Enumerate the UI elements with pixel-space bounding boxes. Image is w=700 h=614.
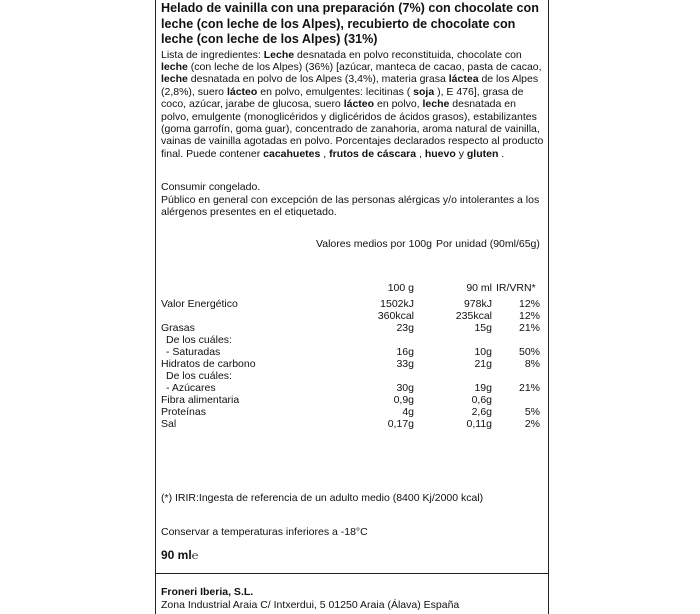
nutrition-header-per100: Valores medios por 100g xyxy=(316,238,432,250)
storage-temp: Conservar a temperaturas inferiores a -18°C xyxy=(161,526,368,538)
net-quantity-value: 90 ml xyxy=(161,548,192,562)
col-header-ir: IR/VRN* xyxy=(496,282,536,294)
nutrient-value-100g: 4g xyxy=(402,406,414,418)
allergen-text: soja xyxy=(413,85,435,98)
nutrient-value-ir: 21% xyxy=(518,382,540,394)
nutrient-label: De los cuáles: xyxy=(166,334,232,346)
nutrient-value-unit: 15g xyxy=(474,322,492,334)
ingredient-text: desnatada en polvo reconstituida, chocolate con xyxy=(294,48,522,61)
nutrient-value-100g: 33g xyxy=(396,358,414,370)
allergen-text: Leche xyxy=(263,48,295,61)
nutrient-label: - Azúcares xyxy=(166,382,216,394)
storage-frozen: Consumir congelado. xyxy=(161,181,261,193)
ingredients-list xyxy=(161,49,544,161)
ingredient-text: en polvo, emulgentes: lecitinas ( xyxy=(257,85,414,98)
net-quantity xyxy=(161,548,198,562)
nutrient-value-100g: 0,9g xyxy=(393,394,414,406)
ingredient-text: de los Alpes (2,8%), suero xyxy=(161,73,539,98)
allergen-text: lácteo xyxy=(226,85,258,98)
nutrient-value-unit: 10g xyxy=(474,346,492,358)
nutrient-value-unit: 0,6g xyxy=(471,394,492,406)
nutrient-label: Grasas xyxy=(161,322,195,334)
ingredient-text: ), E 476], grasa de coco, azúcar, jarabe de glucosa, suero xyxy=(161,85,524,111)
ingredient-text: . xyxy=(498,147,505,160)
public-note: Público en general con excepción de las personas alérgicas y/o intolerantes a los alérgenos presentes en el etiquetado. xyxy=(161,194,540,219)
nutrition-header-unit: Por unidad (90ml/65g) xyxy=(436,238,540,250)
allergen-text: lácteo xyxy=(343,98,375,111)
nutrient-label: Proteínas xyxy=(161,406,206,418)
nutrient-value-unit: 21g xyxy=(474,358,492,370)
estimated-sign-icon: ℮ xyxy=(191,550,199,562)
nutrient-value-ir: 5% xyxy=(524,406,540,418)
nutrient-label: Valor Energético xyxy=(161,298,238,310)
nutrient-value-ir: 50% xyxy=(518,346,540,358)
allergen-text: huevo xyxy=(424,147,456,160)
nutrient-value-ir: 12% xyxy=(518,310,540,322)
ingredient-text: , xyxy=(320,147,330,160)
nutrient-value-unit: 978kJ xyxy=(463,298,492,310)
company-address: Zona Industrial Araia C/ Intxerdui, 5 01250 Araia (Álava) España xyxy=(161,599,460,611)
nutrient-value-unit: 19g xyxy=(474,382,492,394)
allergen-text: leche xyxy=(161,73,188,86)
ingredient-text: desnatada en polvo, emulgente (monoglicéridos y diglicéridos de ácidos grasos), estabilizantes (goma garrofín, goma guar), concentrado de zanahoria, aroma natural de vainilla, vainas de vainilla agotadas en polvo. Porcentajes declarados respecto al producto final. Puede contener xyxy=(161,98,544,160)
product-title: Helado de vainilla con una preparación (7%) con chocolate con leche (con leche de los Alpes), recubierto de chocolate con leche (con leche de los Alpes) (31%) xyxy=(161,1,539,46)
nutrient-value-unit: 0,11g xyxy=(466,418,492,430)
ingredient-text: desnatada en polvo de los Alpes (3,4%), materia grasa xyxy=(187,73,449,86)
nutrient-value-ir: 12% xyxy=(518,298,540,310)
ingredient-text: Lista de ingredientes: xyxy=(161,48,264,61)
col-header-100g: 100 g xyxy=(387,282,414,294)
nutrient-label: Fibra alimentaria xyxy=(161,394,240,406)
col-header-unit: 90 ml xyxy=(466,282,492,294)
nutrient-value-ir: 2% xyxy=(524,418,540,430)
nutrient-value-ir: 21% xyxy=(518,322,540,334)
allergen-text: leche xyxy=(422,98,450,111)
ingredient-text: (con leche de los Alpes) (36%) [azúcar, manteca de cacao, pasta de cacao, xyxy=(187,60,542,73)
label-content xyxy=(161,0,544,160)
ingredient-text: y xyxy=(455,147,467,160)
allergen-text: leche xyxy=(161,60,188,73)
company-name: Froneri Iberia, S.L. xyxy=(161,586,254,598)
nutrient-value-unit: 2,6g xyxy=(471,406,492,418)
allergen-text: gluten xyxy=(466,147,499,160)
divider xyxy=(156,573,548,574)
nutrient-value-100g: 30g xyxy=(396,382,414,394)
nutrient-label: Hidratos de carbono xyxy=(161,358,256,370)
product-label xyxy=(155,0,549,614)
nutrient-label: - Saturadas xyxy=(166,346,221,358)
ingredient-text: , xyxy=(416,147,425,160)
nutrient-value-100g: 1502kJ xyxy=(380,298,414,310)
nutrient-value-100g: 16g xyxy=(396,346,414,358)
nutrient-value-ir: 8% xyxy=(524,358,540,370)
nutrient-value-100g: 0,17g xyxy=(387,418,414,430)
nutrient-label: De los cuáles: xyxy=(166,370,232,382)
allergen-text: cacahuetes xyxy=(263,147,321,160)
nutrient-value-100g: 360kcal xyxy=(377,310,414,322)
allergen-text: frutos de cáscara xyxy=(329,147,417,160)
ingredient-text: en polvo, xyxy=(374,98,423,111)
nutrient-value-unit: 235kcal xyxy=(455,310,492,322)
footnote: (*) IRIR:Ingesta de referencia de un adulto medio (8400 Kj/2000 kcal) xyxy=(161,492,484,504)
allergen-text: láctea xyxy=(448,73,479,86)
nutrient-label: Sal xyxy=(161,418,177,430)
nutrient-value-100g: 23g xyxy=(396,322,414,334)
